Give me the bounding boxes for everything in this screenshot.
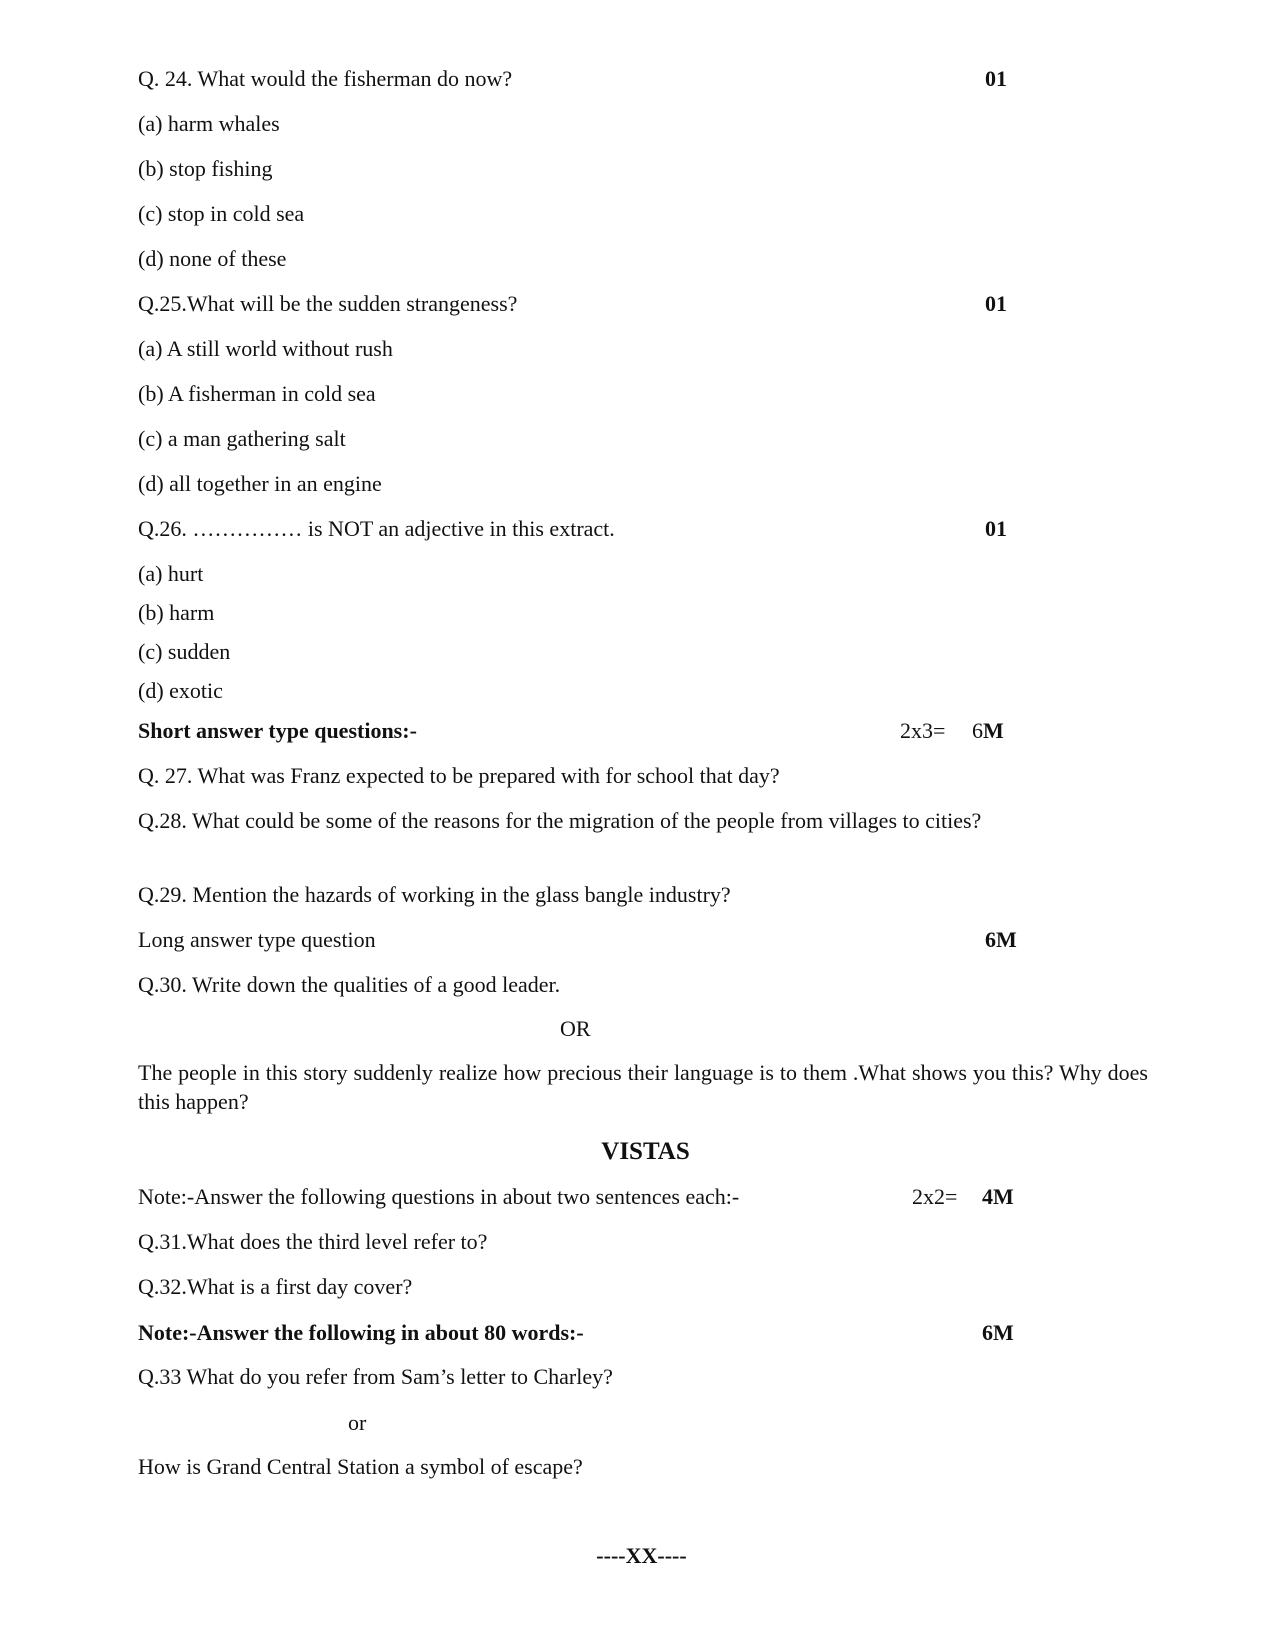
long-answer-marks: 6M <box>985 927 1017 952</box>
q26-question: Q.26. …………… is NOT an adjective in this extract. <box>138 516 615 541</box>
short-answer-marks-number: 6 <box>972 718 983 743</box>
q25-marks: 01 <box>985 291 1007 316</box>
q25-option-d: (d) all together in an engine <box>138 471 382 496</box>
vistas-note-2: Note:-Answer the following in about 80 words:- <box>138 1320 584 1345</box>
q28-question: Q.28. What could be some of the reasons for the migration of the people from villages to cities? <box>138 808 982 833</box>
q25-option-a: (a) A still world without rush <box>138 336 393 361</box>
q25-question: Q.25.What will be the sudden strangeness? <box>138 291 518 316</box>
long-answer-heading: Long answer type question <box>138 927 376 952</box>
q24-marks: 01 <box>985 66 1007 91</box>
q33-question: Q.33 What do you refer from Sam’s letter to Charley? <box>138 1364 613 1389</box>
vistas-note-1-marks: 4M <box>982 1184 1014 1209</box>
vistas-note-1: Note:-Answer the following questions in about two sentences each:- <box>138 1184 740 1209</box>
q26-option-a: (a) hurt <box>138 561 204 586</box>
q27-question: Q. 27. What was Franz expected to be prepared with for school that day? <box>138 763 780 788</box>
q24-option-a: (a) harm whales <box>138 111 280 136</box>
q33-alternative: How is Grand Central Station a symbol of escape? <box>138 1454 583 1479</box>
q24-question: Q. 24. What would the fisherman do now? <box>138 66 513 91</box>
q24-option-d: (d) none of these <box>138 246 287 271</box>
footer-end-mark: ----XX---- <box>596 1543 687 1568</box>
vistas-or: or <box>348 1410 367 1435</box>
q26-option-c: (c) sudden <box>138 639 231 664</box>
long-answer-or: OR <box>560 1016 591 1041</box>
short-answer-formula: 2x3= <box>900 718 946 743</box>
q25-option-b: (b) A fisherman in cold sea <box>138 381 376 406</box>
short-answer-heading: Short answer type questions:- <box>138 718 417 743</box>
q26-marks: 01 <box>985 516 1007 541</box>
q30-alternative: The people in this story suddenly realize how precious their language is to them .What shows you this? Why does this happen? <box>138 1060 1148 1114</box>
q30-question: Q.30. Write down the qualities of a good leader. <box>138 972 561 997</box>
short-answer-marks <box>972 718 1004 744</box>
q25-option-c: (c) a man gathering salt <box>138 426 346 451</box>
vistas-heading: VISTAS <box>601 1138 690 1165</box>
q29-question: Q.29. Mention the hazards of working in the glass bangle industry? <box>138 882 731 907</box>
q24-option-b: (b) stop fishing <box>138 156 273 181</box>
q24-option-c: (c) stop in cold sea <box>138 201 305 226</box>
vistas-note-2-marks: 6M <box>982 1320 1014 1345</box>
short-answer-marks-unit: M <box>983 718 1004 743</box>
q32-question: Q.32.What is a first day cover? <box>138 1274 413 1299</box>
q26-option-d: (d) exotic <box>138 678 223 703</box>
vistas-note-1-formula: 2x2= <box>912 1184 958 1209</box>
q26-option-b: (b) harm <box>138 600 215 625</box>
q31-question: Q.31.What does the third level refer to? <box>138 1229 488 1254</box>
